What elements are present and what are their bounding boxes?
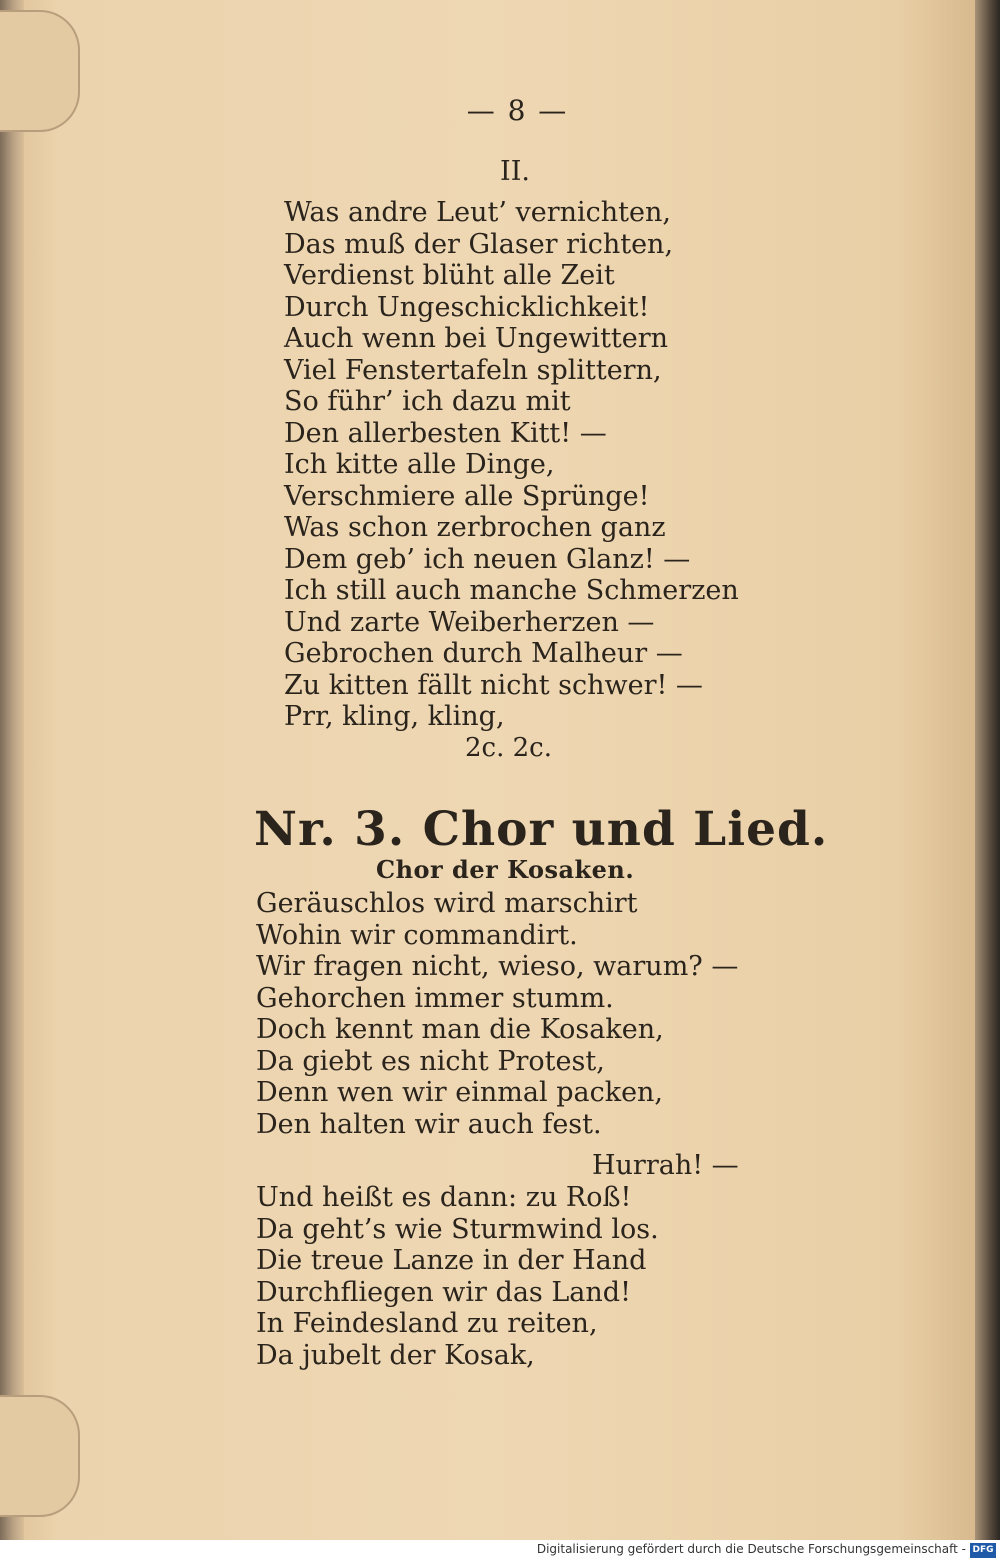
verse-line: Ich still auch manche Schmerzen <box>284 575 739 606</box>
verse-line: Prr, kling, kling, <box>284 701 505 732</box>
verse-line: Da geht’s wie Sturmwind los. <box>256 1213 659 1245</box>
verse-line: Auch wenn bei Ungewittern <box>284 323 669 354</box>
verse-line: Und zarte Weiberherzen — <box>284 606 655 638</box>
verse-line: Durch Ungeschicklichkeit! <box>284 291 650 323</box>
verse-stanza-3 <box>256 1182 659 1371</box>
section-subheading: Chor der Kosaken. <box>376 855 635 884</box>
verse-line: Verschmiere alle Sprünge! <box>284 480 650 512</box>
dfg-logo-icon: DFG <box>970 1543 996 1558</box>
footer-credit: Digitalisierung gefördert durch die Deutsche Forschungsgemeinschaft - <box>536 1542 966 1556</box>
hurrah-line: Hurrah! — <box>592 1150 739 1181</box>
etc-mark: 2c. 2c. <box>465 733 553 763</box>
verse-line: Dem geb’ ich neuen Glanz! — <box>284 543 691 575</box>
verse-line: Gehorchen immer stumm. <box>256 982 614 1014</box>
page-number: — 8 — <box>466 94 569 127</box>
section-heading: Nr. 3. Chor und Lied. <box>254 802 829 857</box>
verse-line: Den allerbesten Kitt! — <box>284 417 607 449</box>
verse-line: Und heißt es dann: zu Roß! <box>256 1182 632 1213</box>
verse-line: Die treue Lanze in der Hand <box>256 1245 647 1276</box>
verse-line: Wir fragen nicht, wieso, warum? — <box>256 951 739 982</box>
verse-line: Denn wen wir einmal packen, <box>256 1077 664 1108</box>
verse-line: Viel Fenstertafeln splittern, <box>284 354 662 386</box>
verse-line: Was andre Leut’ vernichten, <box>284 197 671 228</box>
verse-line: In Feindesland zu reiten, <box>256 1308 598 1339</box>
verse-line: Geräuschlos wird marschirt <box>256 888 638 919</box>
verse-stanza-1 <box>284 197 739 733</box>
verse-line: Zu kitten fällt nicht schwer! — <box>284 669 703 701</box>
verse-line: Den halten wir auch fest. <box>256 1108 602 1140</box>
book-spine <box>0 0 24 1540</box>
verse-line: Ich kitte alle Dinge, <box>284 449 555 480</box>
verse-line: Wohin wir commandirt. <box>256 919 578 951</box>
section-number: II. <box>500 156 530 187</box>
verse-line: Durchfliegen wir das Land! <box>256 1276 631 1308</box>
verse-line: Gebrochen durch Malheur — <box>284 638 683 669</box>
verse-line: Doch kennt man die Kosaken, <box>256 1014 664 1045</box>
verse-line: Verdienst blüht alle Zeit <box>284 260 615 291</box>
verse-stanza-2 <box>256 888 738 1140</box>
binding-clip-bottom <box>0 1395 80 1517</box>
verse-line: Das muß der Glaser richten, <box>284 228 674 260</box>
verse-line: Da giebt es nicht Protest, <box>256 1045 605 1077</box>
verse-line: Da jubelt der Kosak, <box>256 1339 535 1371</box>
verse-line: Was schon zerbrochen ganz <box>284 512 666 543</box>
verse-line: So führ’ ich dazu mit <box>284 386 571 417</box>
page-edge <box>975 0 1000 1540</box>
